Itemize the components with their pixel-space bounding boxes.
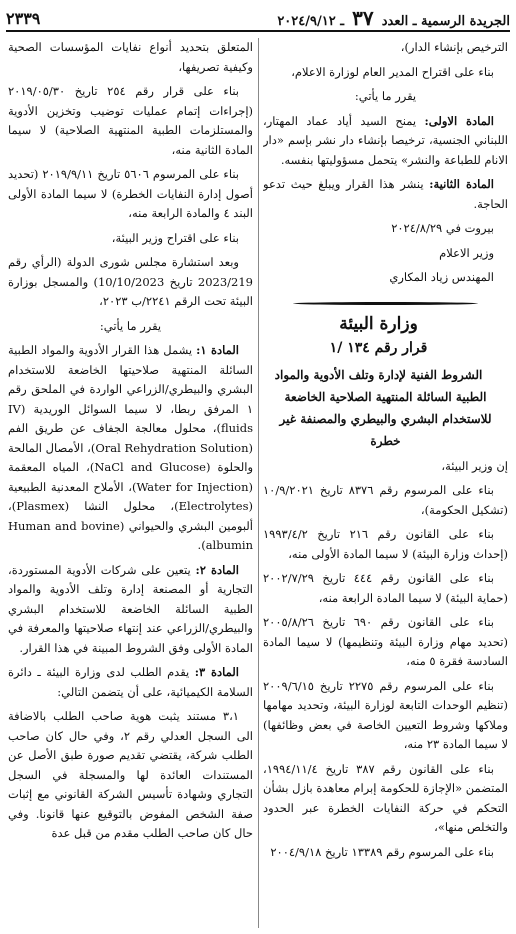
paragraph: بناء على اقتراح وزير البيئة،	[111, 230, 239, 245]
section-separator	[293, 302, 478, 305]
paragraph: ٣،١ مستند يثبت هوية صاحب الطلب بالاضافة الى السجل العدلي رقم ٢، وفي حال كان صاحب الطلب شركة، يقتضي تقديم صورة طبق الأصل عن المستندات العائدة لها والمسجلة في السجل التجاري وشهادة تأسيس الشركة القانوني مع إثبات صفة الشخص المفوض بالتوقيع عنها قانونا. وفي حال كان صاحب الطلب مقدم من قبل عدة	[8, 709, 253, 840]
paragraph: بناء على المرسوم رقم ٨٣٧٦ تاريخ ١٠/٩/٢٠٢١ (تشكيل الحكومة)،	[263, 483, 508, 517]
left-column	[8, 38, 253, 928]
issue-number: ٣٧	[352, 6, 374, 30]
paragraph: وبعد استشارة مجلس شورى الدولة (الرأي رقم 2023/219 تاريخ 10/10/2023) والمسجل بوزارة البيئة تحت الرقم ٢٢٤١/ب ٢٠٢٣،	[8, 255, 253, 308]
article-paragraph	[263, 112, 508, 171]
paragraph: بناء على القانون رقم ٦٩٠ تاريخ ٢٠٠٥/٨/٢٦ (تحديد مهام وزارة البيئة وتنظيمها) لا سيما المادة السادسة فقرة ٥ منه،	[263, 615, 508, 668]
article-label: المادة الثانية:	[429, 177, 494, 191]
paragraph: بناء على القانون رقم ٢١٦ تاريخ ١٩٩٣/٤/٢ (إحداث وزارة البيئة) لا سيما المادة الأولى منه،	[263, 527, 508, 561]
article-text: ينشر هذا القرار ويبلغ حيث تدعو الحاجة.	[263, 177, 508, 211]
decision-number: قرار رقم ١٣٤ /١	[329, 340, 428, 356]
paragraph: المتعلق بتحديد أنواع نفايات المؤسسات الصحية وكيفية تصريفها،	[8, 40, 253, 74]
paragraph: الترخيص بإنشاء الدار)،	[400, 40, 508, 54]
article-label: المادة ٢:	[195, 562, 239, 577]
article-label: المادة ٣:	[194, 665, 239, 679]
paragraph: بناء على المرسوم رقم ٢٢٧٥ تاريخ ٢٠٠٩/٦/١٥ (تنظيم الوحدات التابعة لوزارة البيئة، وتحديد مهامها وملاكها وشروط التعيين الخاصة في بعض وظائفها) لا سيما المادة ٢٣ منه،	[263, 678, 508, 751]
paragraph: بناء على المرسوم ٥٦٠٦ تاريخ ٢٠١٩/٩/١١ (تحديد أصول إدارة النفايات الخطرة) لا سيما المادة الأولى البند ٤ والمادة الرابعة منه،	[8, 167, 253, 220]
article-text: يشمل هذا القرار الأدوية والمواد الطبية السائلة المنتهية صلاحيتها الخاضعة للاستخدام البشري والبيطري/الزراعي الواردة في الملحق رقم ١ المرفق ربطا، لا سيما السوائل الوريدية (IV fluids)، محلول معالجة الجفاف عن طريق الفم (Oral Rehydration Solution)، الأمصال المالحة والحلوة (NaCl and Glucose)، المياه المعقمة (Water for Injection)، الأملاح المعدنية الطبيعية (Electrolytes)، محلول النشا (Plasmex)، ألبومين البشري والحيواني (Human and bovine albumin).	[8, 343, 253, 552]
article-paragraph	[8, 341, 253, 556]
article-label: المادة الاولى:	[424, 113, 494, 128]
page-number: ٢٣٣٩	[6, 8, 41, 28]
signature-title: وزير الاعلام	[439, 245, 494, 260]
signature-date: بيروت في ٢٠٢٤/٨/٢٩	[391, 221, 494, 235]
decision-subject: الشروط الفنية لإدارة وتلف الأدوية والمواد الطبية السائلة المنتهية الصلاحية الخاضعة للاستخدام البشري والبيطري والمصنفة غير خطرة	[274, 367, 492, 448]
article-text: يتعين على شركات الأدوية المستوردة، التجارية أو المصنعة إدارة وتلف الأدوية والمواد الطبية السائلة الخاضعة للاستخدام البشري والبيطري/الزراعي عند إنتهاء صلاحيتها والمعرفة في المادة الأولى وفق الشروط المبينة في هذا القرار.	[8, 562, 253, 655]
right-column	[263, 38, 508, 928]
paragraph: بناء على قرار رقم ٢٥٤ تاريخ ٢٠١٩/٠٥/٣٠ (إجراءات إتمام عمليات توضيب وتخزين الأدوية والمستلزمات الطبية المنتهية الصلاحية) لا سيما المادة الثانية منه،	[8, 84, 253, 157]
decides-heading: يقرر ما يأتي:	[354, 89, 417, 103]
column-divider	[258, 38, 259, 928]
paragraph: بناء على اقتراح المدير العام لوزارة الاعلام،	[291, 64, 494, 79]
issue-date: ـ ٢٠٢٤/٩/١٢	[277, 14, 345, 29]
header-title-group	[277, 6, 510, 30]
article-paragraph	[8, 561, 253, 659]
signature-name: المهندس زياد المكاري	[389, 270, 494, 284]
article-paragraph	[263, 175, 508, 214]
article-text: يمنح السيد أياد عماد المهتار، اللبناني الجنسية، ترخيصا بإنشاء دار نشر بإسم «دار الانام للطباعة والنشر» يتحمل مسؤوليتها بنفسه.	[263, 113, 508, 167]
gazette-title: الجريدة الرسمية ـ العدد	[381, 14, 510, 29]
article-text: يقدم الطلب لدى وزارة البيئة ـ دائرة السلامة الكيميائية، على أن يتضمن التالي:	[8, 665, 253, 699]
paragraph: إن وزير البيئة،	[441, 458, 508, 473]
paragraph: بناء على القانون رقم ٤٤٤ تاريخ ٢٠٠٢/٧/٢٩ (حماية البيئة) لا سيما المادة الرابعة منه،	[263, 571, 508, 605]
paragraph: بناء على القانون رقم ٣٨٧ تاريخ ١٩٩٤/١١/٤، المتضمن «الإجازة للحكومة إبرام معاهدة بازل بشأن التحكم في حركة النفايات الخطرة عبر الحدود والتخلص منها»،	[263, 761, 508, 834]
decides-heading: يقرر ما يأتي:	[99, 318, 162, 333]
page-header	[6, 6, 510, 32]
ministry-heading: وزارة البيئة	[339, 313, 418, 334]
article-label: المادة ١:	[196, 343, 239, 357]
paragraph: بناء على المرسوم رقم ١٣٣٨٩ تاريخ ٢٠٠٤/٩/١٨	[270, 844, 494, 859]
article-paragraph	[8, 663, 253, 702]
